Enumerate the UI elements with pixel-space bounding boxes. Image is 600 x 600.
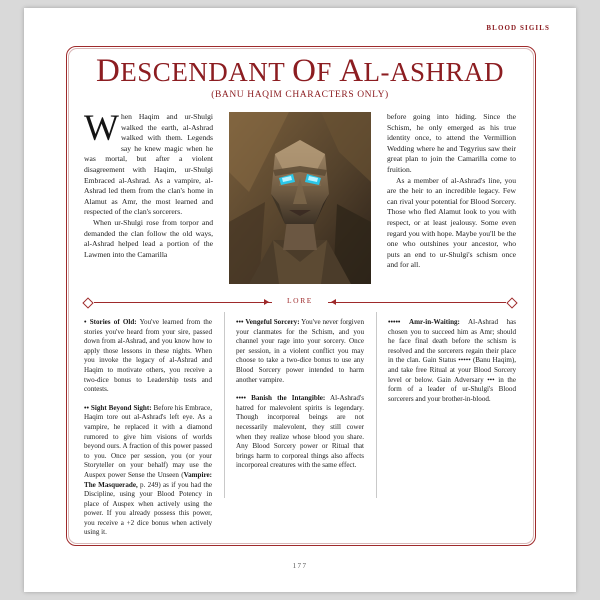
character-portrait bbox=[229, 112, 371, 284]
portrait-illustration bbox=[229, 112, 371, 284]
power-dots: ••• bbox=[236, 318, 244, 326]
intro-section bbox=[84, 108, 516, 284]
power-dots: •••• bbox=[236, 394, 246, 403]
lore-label: LORE bbox=[287, 296, 313, 305]
power-description: Al-Ashrad has chosen you to succeed him as Amr; should he face final death before the schism is resolved and the sorcerers regain their place in the clan. Gain Status ••••• (Banu Haqim), and take free Ritual at your Blood Sorcery level or below. Gain Adversary ••• in the form of a leader of ur-Shulgi's Blood sorcerers and your brother-in-blood. bbox=[388, 318, 516, 403]
power-name: Amr-in-Waiting: bbox=[408, 318, 460, 326]
intro-paragraph-1-text: hen Haqim and ur-Shulgi walked the earth, al-Ashrad walked with them. Legends say he knew magic when he was mortal, but after a violent disagreement with Haqim, ur-Shulgi Embraced al-Ashrad. As a vampire, al-Ashrad led them from the clan's home in Alamut as Amr, the most learned and respected of the clan's sorcerers. bbox=[84, 112, 213, 217]
powers-column-1 bbox=[84, 318, 212, 547]
power-description: Before his Embrace, Haqim tore out al-Ashrad's left eye. As a vampire, he replaced it with a diamond rumored to give him visions of worlds beyond ours. A fraction of this power passed to you. Once per session, you (or your Storyteller on your behalf) may use the Auspex power Sense the Unseen ( bbox=[84, 403, 212, 479]
intro-column-left bbox=[84, 108, 213, 260]
power-dots: •• bbox=[84, 403, 89, 412]
power-book-reference: Vampire: The Masquerade, bbox=[84, 470, 212, 489]
page-number: 177 bbox=[292, 562, 308, 570]
intro-paragraph-2: When ur-Shulgi rose from torpor and demanded the clan follow the old ways, al-Ashrad helped lead a portion of the Lawmen into the Camarilla bbox=[84, 217, 213, 259]
lore-divider bbox=[84, 296, 516, 310]
power-name: Stories of Old: bbox=[89, 318, 137, 326]
page-subtitle: (BANU HAQIM CHARACTERS ONLY) bbox=[211, 90, 389, 100]
power-name: Sight Beyond Sight: bbox=[90, 403, 152, 412]
power-name: Vengeful Sorcery: bbox=[245, 318, 300, 326]
powers-column-2 bbox=[236, 318, 364, 480]
intro-paragraph-1 bbox=[84, 108, 213, 218]
intro-paragraph-4: As a member of al-Ashrad's line, you are the heir to an incredible legacy. Few can rival your potential for Blood Sorcery. Those who fled Alamut look to you with respect, or at least jealousy. Some even regard you with hope. Maybe you'll be the one who outshines your ancestor, who puts an end to ur-Shulgi's schism once and for all. bbox=[387, 175, 516, 270]
power-description: You've learned from the stories you've heard from your sire, passed down from al-Ashrad, and you know how to apply those lessons in these nights. When you invoke the legacy of al-Ashrad and Haqim to motivate others, you receive a two-dice bonus to Leadership tests and contests. bbox=[84, 318, 212, 394]
power-entry bbox=[236, 318, 364, 385]
power-description-continued: p. 249) as if you had the Discipline, using your Blood Potency in place of Auspex when actively using the power. If you already possess this power, you receive a +2 dice bonus when actively using it. bbox=[84, 480, 213, 537]
power-text bbox=[236, 394, 364, 471]
power-name: Banish the Intangible: bbox=[251, 394, 326, 403]
powers-section bbox=[84, 318, 516, 536]
powers-column-3 bbox=[388, 318, 516, 413]
title-block bbox=[84, 53, 516, 100]
column-separator-1 bbox=[224, 312, 225, 498]
intro-paragraph-3: before going into hiding. Since the Schism, he only emerged as his true identity once, to attend the Vermillion Wedding where he and Tegyrius saw their great plan to join the Camarilla come to fruition. bbox=[387, 112, 516, 174]
running-head: BLOOD SIGILS bbox=[486, 24, 550, 32]
power-description: You've never forgiven your clanmates for the Schism, and you channel your rage into your sorcery. Once per session, in a violent conflict you may choose to take a two-dice bonus to use any Blood Sorcery power intended to harm another vampire. bbox=[236, 318, 364, 384]
page-title: DESCENDANT OF AL-ASHRAD bbox=[95, 53, 505, 89]
power-entry bbox=[84, 318, 212, 395]
column-separator-2 bbox=[376, 312, 377, 498]
power-text bbox=[236, 318, 364, 385]
power-entry bbox=[84, 404, 212, 538]
page bbox=[24, 8, 576, 592]
power-text bbox=[84, 318, 212, 395]
power-dots: • bbox=[84, 318, 87, 326]
power-entry bbox=[236, 394, 364, 471]
intro-column-right bbox=[387, 112, 516, 271]
power-entry bbox=[388, 318, 516, 404]
power-description: Al-Ashrad's hatred for malevolent spirits is legendary. Though incorporeal beings are not necessarily malevolent, they still cower when they realize whose blood you share. Any Blood Sorcery power or Ritual that brings harm to corporeal things also affects incorporeal creatures with the same effect. bbox=[236, 394, 364, 470]
power-text bbox=[388, 318, 516, 404]
drop-cap: W bbox=[84, 108, 119, 149]
power-dots: ••••• bbox=[388, 318, 401, 326]
power-text bbox=[84, 404, 212, 538]
